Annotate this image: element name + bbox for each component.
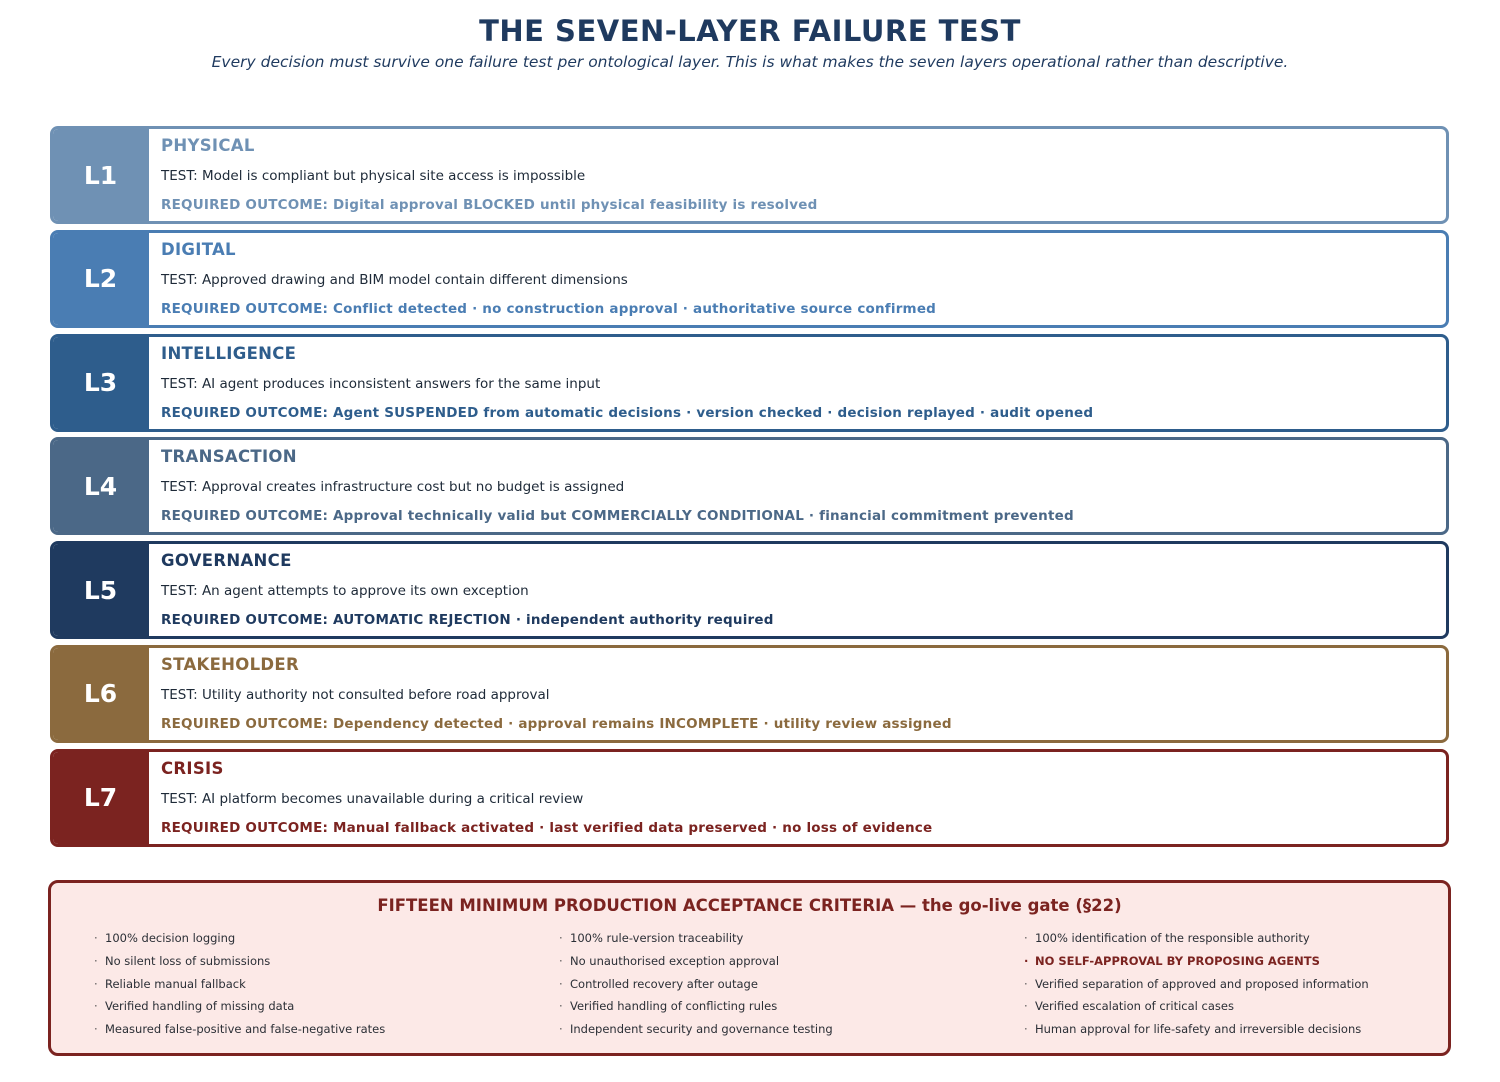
criteria-item [1024, 931, 1464, 954]
layer-outcome: REQUIRED OUTCOME: Manual fallback activated · last verified data preserved · no loss of evidence [161, 819, 933, 836]
bullet-icon: · [94, 999, 98, 1014]
layer-badge: L5 [52, 543, 149, 637]
criteria-text: 100% identification of the responsible authority [1035, 931, 1310, 945]
criteria-column-3 [1024, 931, 1464, 1045]
criteria-item [559, 954, 999, 977]
criteria-column-1 [94, 931, 534, 1045]
bullet-icon: · [559, 931, 563, 945]
layer-badge: L1 [52, 128, 149, 222]
bullet-icon: · [1024, 931, 1028, 945]
criteria-text: 100% rule-version traceability [570, 931, 744, 945]
bullet-icon: · [559, 976, 563, 991]
page-title: THE SEVEN-LAYER FAILURE TEST [479, 14, 1021, 48]
criteria-text: Verified handling of conflicting rules [570, 999, 778, 1014]
criteria-text: Reliable manual fallback [105, 976, 246, 991]
layer-test: TEST: AI platform becomes unavailable during a critical review [161, 790, 584, 807]
criteria-item [94, 999, 534, 1022]
layer-badge: L7 [52, 751, 149, 845]
criteria-text: Measured false-positive and false-negative rates [105, 1022, 386, 1037]
layer-test: TEST: Approval creates infrastructure cost but no budget is assigned [161, 479, 625, 496]
layer-card-l3 [50, 334, 1449, 432]
criteria-item [1024, 1022, 1464, 1045]
layer-outcome: REQUIRED OUTCOME: Dependency detected · approval remains INCOMPLETE · utility review assigned [161, 715, 952, 732]
page-subtitle: Every decision must survive one failure test per ontological layer. This is what makes the seven layers operational rather than descriptive. [211, 53, 1289, 71]
criteria-title: FIFTEEN MINIMUM PRODUCTION ACCEPTANCE CRITERIA — the go-live gate (§22) [377, 896, 1122, 915]
acceptance-criteria-panel [48, 880, 1451, 1056]
criteria-text: Independent security and governance testing [570, 1022, 833, 1037]
layer-badge: L2 [52, 232, 149, 326]
criteria-item [559, 931, 999, 954]
criteria-item [94, 954, 534, 977]
bullet-icon: · [1024, 1022, 1028, 1037]
criteria-text: No silent loss of submissions [105, 953, 271, 968]
criteria-text: Verified separation of approved and proposed information [1035, 976, 1369, 991]
criteria-item [1024, 977, 1464, 1000]
layer-card-l7 [50, 749, 1449, 847]
criteria-text: Human approval for life-safety and irreversible decisions [1035, 1022, 1362, 1037]
layer-card-l2 [50, 230, 1449, 328]
layer-name: PHYSICAL [161, 136, 255, 155]
layer-test: TEST: Model is compliant but physical site access is impossible [161, 168, 586, 184]
criteria-item [559, 977, 999, 1000]
criteria-text: No unauthorised exception approval [570, 953, 780, 968]
layer-card-l4 [50, 437, 1449, 535]
layer-name: GOVERNANCE [161, 551, 292, 571]
bullet-icon: · [559, 999, 563, 1014]
bullet-icon: · [1024, 999, 1028, 1014]
layer-outcome: REQUIRED OUTCOME: AUTOMATIC REJECTION · independent authority required [161, 612, 774, 629]
criteria-item [94, 977, 534, 1000]
bullet-icon: · [559, 1022, 563, 1037]
criteria-item [94, 931, 534, 954]
layer-badge: L4 [52, 439, 149, 533]
bullet-icon: · [94, 976, 98, 991]
criteria-item [559, 1022, 999, 1045]
criteria-text: Verified escalation of critical cases [1035, 999, 1234, 1014]
layer-list [50, 126, 1449, 853]
layer-badge: L3 [52, 336, 149, 430]
bullet-icon: · [1024, 953, 1029, 968]
bullet-icon: · [94, 953, 98, 968]
criteria-text: 100% decision logging [105, 931, 236, 945]
layer-test: TEST: AI agent produces inconsistent answers for the same input [161, 375, 601, 392]
bullet-icon: · [94, 1022, 98, 1037]
layer-outcome: REQUIRED OUTCOME: Agent SUSPENDED from automatic decisions · version checked · decision replayed · audit opened [161, 404, 1094, 421]
layer-name: STAKEHOLDER [161, 654, 300, 674]
layer-badge: L6 [52, 647, 149, 741]
layer-card-l5 [50, 541, 1449, 639]
layer-name: TRANSACTION [161, 447, 297, 467]
bullet-icon: · [559, 953, 563, 968]
layer-outcome: REQUIRED OUTCOME: Approval technically valid but COMMERCIALLY CONDITIONAL · financial commitment prevented [161, 508, 1074, 525]
bullet-icon: · [94, 931, 98, 945]
criteria-item [94, 1022, 534, 1045]
layer-test: TEST: Utility authority not consulted before road approval [161, 686, 550, 703]
layer-test: TEST: An agent attempts to approve its own exception [161, 583, 529, 600]
layer-name: CRISIS [161, 758, 224, 778]
layer-outcome: REQUIRED OUTCOME: Conflict detected · no construction approval · authoritative source confirmed [161, 300, 937, 317]
bullet-icon: · [1024, 976, 1028, 991]
criteria-item-emphasized [1024, 954, 1464, 977]
criteria-text: Controlled recovery after outage [570, 976, 758, 991]
layer-name: INTELLIGENCE [161, 343, 297, 363]
layer-name: DIGITAL [161, 239, 236, 259]
criteria-item [559, 999, 999, 1022]
criteria-item [1024, 999, 1464, 1022]
layer-card-l6 [50, 645, 1449, 743]
criteria-column-2 [559, 931, 999, 1045]
layer-card-l1 [50, 126, 1449, 224]
criteria-text: NO SELF-APPROVAL BY PROPOSING AGENTS [1035, 953, 1320, 968]
layer-test: TEST: Approved drawing and BIM model contain different dimensions [161, 271, 628, 288]
criteria-text: Verified handling of missing data [105, 999, 295, 1014]
layer-outcome: REQUIRED OUTCOME: Digital approval BLOCKED until physical feasibility is resolved [161, 197, 818, 213]
